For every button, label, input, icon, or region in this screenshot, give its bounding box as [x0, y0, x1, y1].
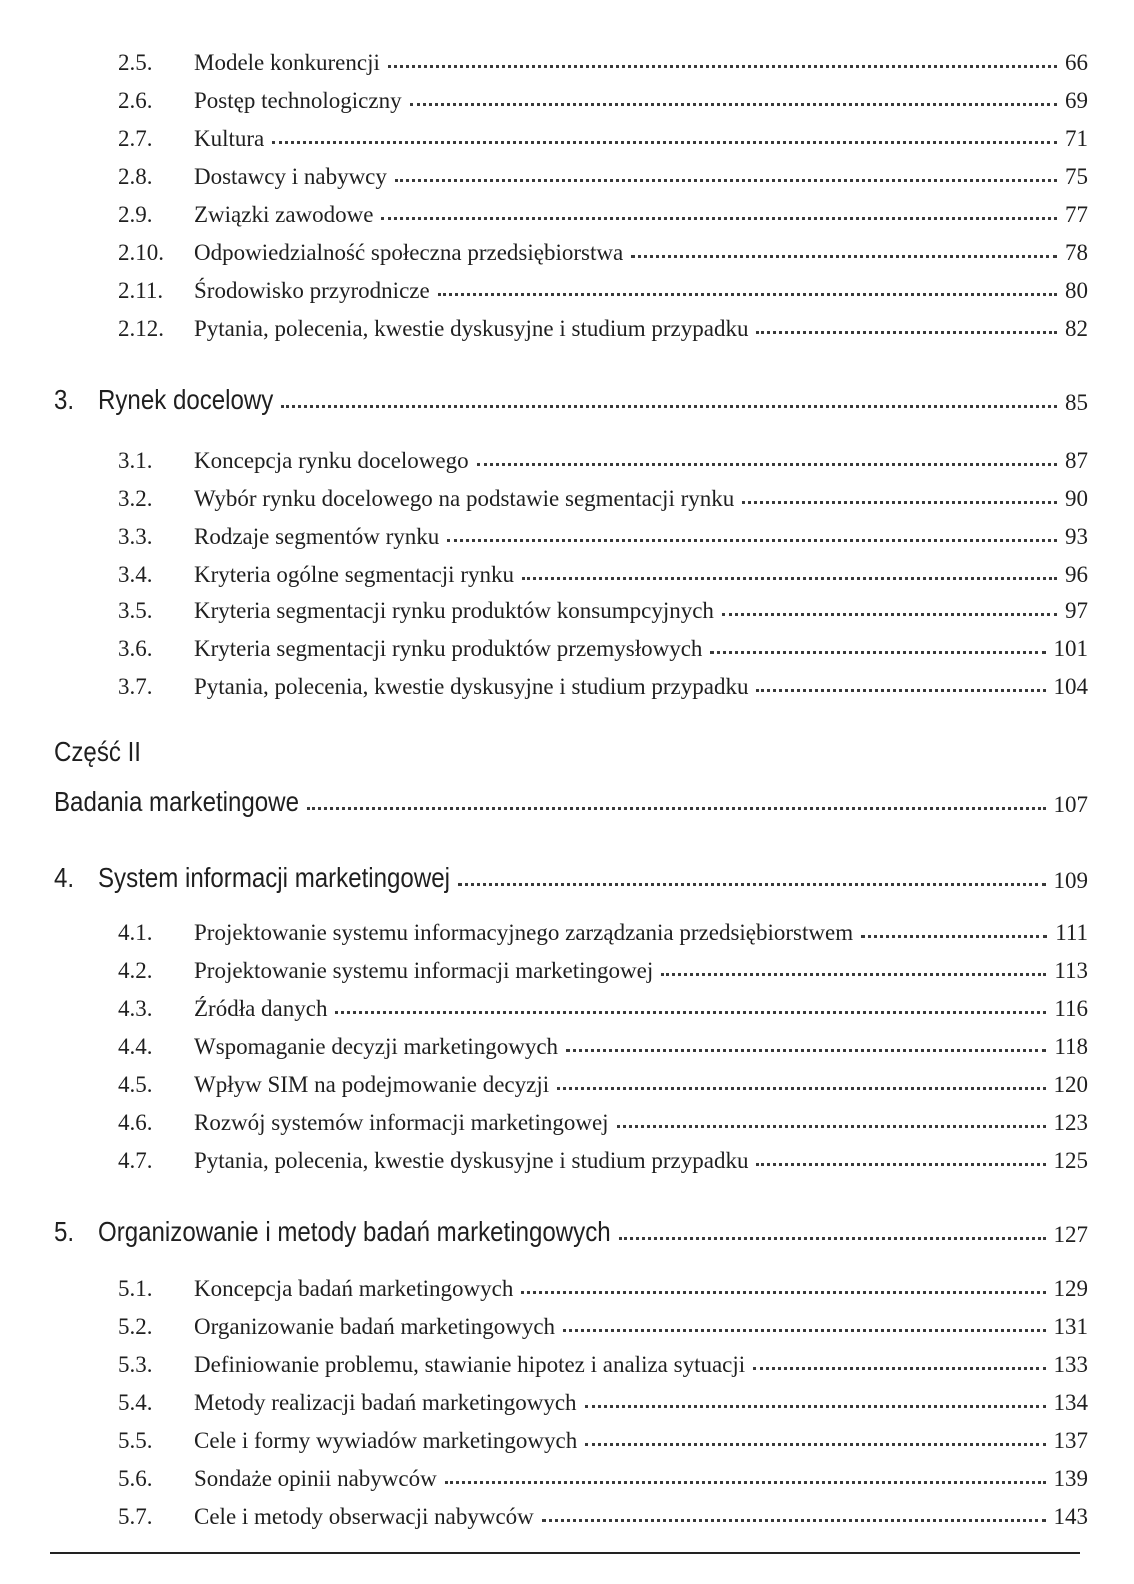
page-number: 93	[1065, 524, 1088, 549]
section-number: 2.8.	[118, 164, 153, 189]
section-number: 2.7.	[118, 126, 153, 151]
section-entry	[0, 988, 1134, 1024]
dot-leader	[661, 973, 1046, 976]
section-entry	[0, 478, 1134, 514]
dot-leader	[557, 1087, 1045, 1090]
dot-leader	[756, 331, 1057, 334]
section-entry	[0, 308, 1134, 344]
section-title: Postęp technologiczny	[194, 88, 402, 113]
section-number: 4.5.	[118, 1072, 153, 1097]
page-number: 75	[1065, 164, 1088, 189]
page-number: 77	[1065, 202, 1088, 227]
section-number: 3.5.	[118, 598, 153, 623]
section-entry	[0, 1458, 1134, 1494]
section-title: Projektowanie systemu informacji marketingowej	[194, 958, 654, 983]
dot-leader	[617, 1125, 1046, 1128]
section-title: Związki zawodowe	[194, 202, 374, 227]
dot-leader	[542, 1519, 1046, 1522]
section-entry	[0, 1420, 1134, 1456]
page-number: 137	[1053, 1428, 1088, 1453]
section-number: 5.4.	[118, 1390, 153, 1415]
chapter-number: 5.	[54, 1216, 75, 1247]
page-number: 97	[1065, 598, 1088, 623]
dot-leader	[521, 1291, 1045, 1294]
page-number: 87	[1065, 448, 1088, 473]
chapter-number: 4.	[54, 862, 75, 893]
page-number: 104	[1053, 674, 1088, 699]
chapter-title: Organizowanie i metody badań marketingowych	[98, 1216, 611, 1247]
dot-leader	[410, 103, 1057, 106]
section-number: 2.11.	[118, 278, 164, 303]
section-number: 3.7.	[118, 674, 153, 699]
section-entry	[0, 590, 1134, 626]
section-entry	[0, 1496, 1134, 1532]
page-number: 78	[1065, 240, 1088, 265]
page-number: 101	[1053, 636, 1088, 661]
section-title: Źródła danych	[194, 996, 328, 1021]
section-entry	[0, 1026, 1134, 1062]
page-number: 111	[1055, 920, 1088, 945]
section-entry	[0, 1102, 1134, 1138]
section-title: Pytania, polecenia, kwestie dyskusyjne i studium przypadku	[194, 316, 749, 341]
section-number: 2.12.	[118, 316, 164, 341]
section-title: Wpływ SIM na podejmowanie decyzji	[194, 1072, 550, 1097]
section-number: 5.1.	[118, 1276, 153, 1301]
page-number: 90	[1065, 486, 1088, 511]
section-title: Kryteria segmentacji rynku produktów przemysłowych	[194, 636, 703, 661]
bottom-rule	[50, 1552, 1080, 1554]
section-number: 5.6.	[118, 1466, 153, 1491]
page-number: 69	[1065, 88, 1088, 113]
section-entry	[0, 440, 1134, 476]
section-entry	[0, 1382, 1134, 1418]
section-title: Pytania, polecenia, kwestie dyskusyjne i studium przypadku	[194, 1148, 749, 1173]
section-entry	[0, 270, 1134, 306]
dot-leader	[281, 405, 1057, 408]
dot-leader	[585, 1405, 1046, 1408]
section-entry	[0, 156, 1134, 192]
page-number: 125	[1053, 1148, 1088, 1173]
section-title: Sondaże opinii nabywców	[194, 1466, 437, 1491]
part-title: Badania marketingowe	[54, 786, 299, 817]
dot-leader	[381, 217, 1057, 220]
section-title: Środowisko przyrodnicze	[194, 278, 430, 303]
section-title: Metody realizacji badań marketingowych	[194, 1390, 577, 1415]
section-title: Wspomaganie decyzji marketingowych	[194, 1034, 559, 1059]
section-entry	[0, 194, 1134, 230]
page-number: 118	[1054, 1034, 1088, 1059]
page-number: 127	[1053, 1222, 1088, 1247]
section-entry	[0, 1140, 1134, 1176]
page-number: 96	[1065, 562, 1088, 587]
section-title: Rozwój systemów informacji marketingowej	[194, 1110, 609, 1135]
dot-leader	[335, 1011, 1046, 1014]
page-number: 109	[1053, 868, 1088, 893]
dot-leader	[756, 1163, 1045, 1166]
section-number: 4.1.	[118, 920, 153, 945]
dot-leader	[563, 1329, 1045, 1332]
dot-leader	[861, 935, 1047, 938]
dot-leader	[619, 1237, 1046, 1240]
dot-leader	[742, 501, 1057, 504]
page-number: 143	[1053, 1504, 1088, 1529]
section-number: 3.3.	[118, 524, 153, 549]
section-number: 4.2.	[118, 958, 153, 983]
section-number: 5.5.	[118, 1428, 153, 1453]
dot-leader	[272, 141, 1057, 144]
dot-leader	[522, 577, 1057, 580]
section-number: 5.7.	[118, 1504, 153, 1529]
page-number: 82	[1065, 316, 1088, 341]
dot-leader	[566, 1049, 1046, 1052]
chapter-title: System informacji marketingowej	[98, 862, 450, 893]
dot-leader	[477, 463, 1057, 466]
page-number: 71	[1065, 126, 1088, 151]
dot-leader	[447, 539, 1057, 542]
dot-leader	[710, 651, 1045, 654]
page-number: 113	[1054, 958, 1088, 983]
dot-leader	[307, 807, 1046, 810]
dot-leader	[722, 613, 1057, 616]
section-title: Kryteria ogólne segmentacji rynku	[194, 562, 514, 587]
section-title: Definiowanie problemu, stawianie hipotez i analiza sytuacji	[194, 1352, 746, 1377]
section-entry	[0, 1306, 1134, 1342]
page-number: 107	[1053, 792, 1088, 817]
section-number: 4.6.	[118, 1110, 153, 1135]
section-title: Dostawcy i nabywcy	[194, 164, 387, 189]
chapter-entry	[0, 382, 1134, 418]
section-title: Cele i formy wywiadów marketingowych	[194, 1428, 578, 1453]
section-entry	[0, 628, 1134, 664]
section-entry	[0, 554, 1134, 590]
page-number: 131	[1053, 1314, 1088, 1339]
page-number: 133	[1053, 1352, 1088, 1377]
page-number: 120	[1053, 1072, 1088, 1097]
section-number: 2.5.	[118, 50, 153, 75]
section-entry	[0, 1344, 1134, 1380]
section-number: 3.1.	[118, 448, 153, 473]
section-number: 4.4.	[118, 1034, 153, 1059]
section-entry	[0, 1064, 1134, 1100]
dot-leader	[585, 1443, 1045, 1446]
page-number: 85	[1065, 390, 1088, 415]
page-number: 116	[1054, 996, 1088, 1021]
page-number: 80	[1065, 278, 1088, 303]
section-number: 5.2.	[118, 1314, 153, 1339]
page-number: 66	[1065, 50, 1088, 75]
section-number: 2.6.	[118, 88, 153, 113]
part-label: Część II	[54, 736, 141, 767]
section-title: Organizowanie badań marketingowych	[194, 1314, 556, 1339]
section-number: 4.7.	[118, 1148, 153, 1173]
section-entry	[0, 80, 1134, 116]
section-number: 2.10.	[118, 240, 164, 265]
dot-leader	[388, 65, 1057, 68]
section-entry	[0, 118, 1134, 154]
chapter-number: 3.	[54, 384, 75, 415]
section-title: Kryteria segmentacji rynku produktów konsumpcyjnych	[194, 598, 714, 623]
page-number: 123	[1053, 1110, 1088, 1135]
chapter-entry	[0, 1214, 1134, 1250]
section-title: Kultura	[194, 126, 265, 151]
dot-leader	[458, 883, 1046, 886]
section-entry	[0, 1268, 1134, 1304]
dot-leader	[631, 255, 1057, 258]
section-title: Wybór rynku docelowego na podstawie segmentacji rynku	[194, 486, 735, 511]
section-entry	[0, 516, 1134, 552]
section-title: Rodzaje segmentów rynku	[194, 524, 440, 549]
section-title: Cele i metody obserwacji nabywców	[194, 1504, 534, 1529]
section-entry	[0, 912, 1134, 948]
section-title: Modele konkurencji	[194, 50, 380, 75]
dot-leader	[445, 1481, 1046, 1484]
section-number: 3.2.	[118, 486, 153, 511]
page-number: 134	[1053, 1390, 1088, 1415]
chapter-entry	[0, 860, 1134, 896]
dot-leader	[753, 1367, 1045, 1370]
section-entry	[0, 950, 1134, 986]
chapter-title: Rynek docelowy	[98, 384, 274, 415]
section-title: Odpowiedzialność społeczna przedsiębiorstwa	[194, 240, 624, 265]
page-number: 139	[1053, 1466, 1088, 1491]
section-title: Projektowanie systemu informacyjnego zarządzania przedsiębiorstwem	[194, 920, 854, 945]
section-entry	[0, 666, 1134, 702]
part-entry	[0, 784, 1134, 820]
section-title: Koncepcja rynku docelowego	[194, 448, 469, 473]
section-entry	[0, 232, 1134, 268]
section-number: 3.4.	[118, 562, 153, 587]
section-number: 3.6.	[118, 636, 153, 661]
section-title: Pytania, polecenia, kwestie dyskusyjne i studium przypadku	[194, 674, 749, 699]
page-number: 129	[1053, 1276, 1088, 1301]
section-title: Koncepcja badań marketingowych	[194, 1276, 514, 1301]
dot-leader	[395, 179, 1057, 182]
section-number: 5.3.	[118, 1352, 153, 1377]
section-number: 4.3.	[118, 996, 153, 1021]
dot-leader	[756, 689, 1045, 692]
section-number: 2.9.	[118, 202, 153, 227]
dot-leader	[438, 293, 1057, 296]
section-entry	[0, 42, 1134, 78]
